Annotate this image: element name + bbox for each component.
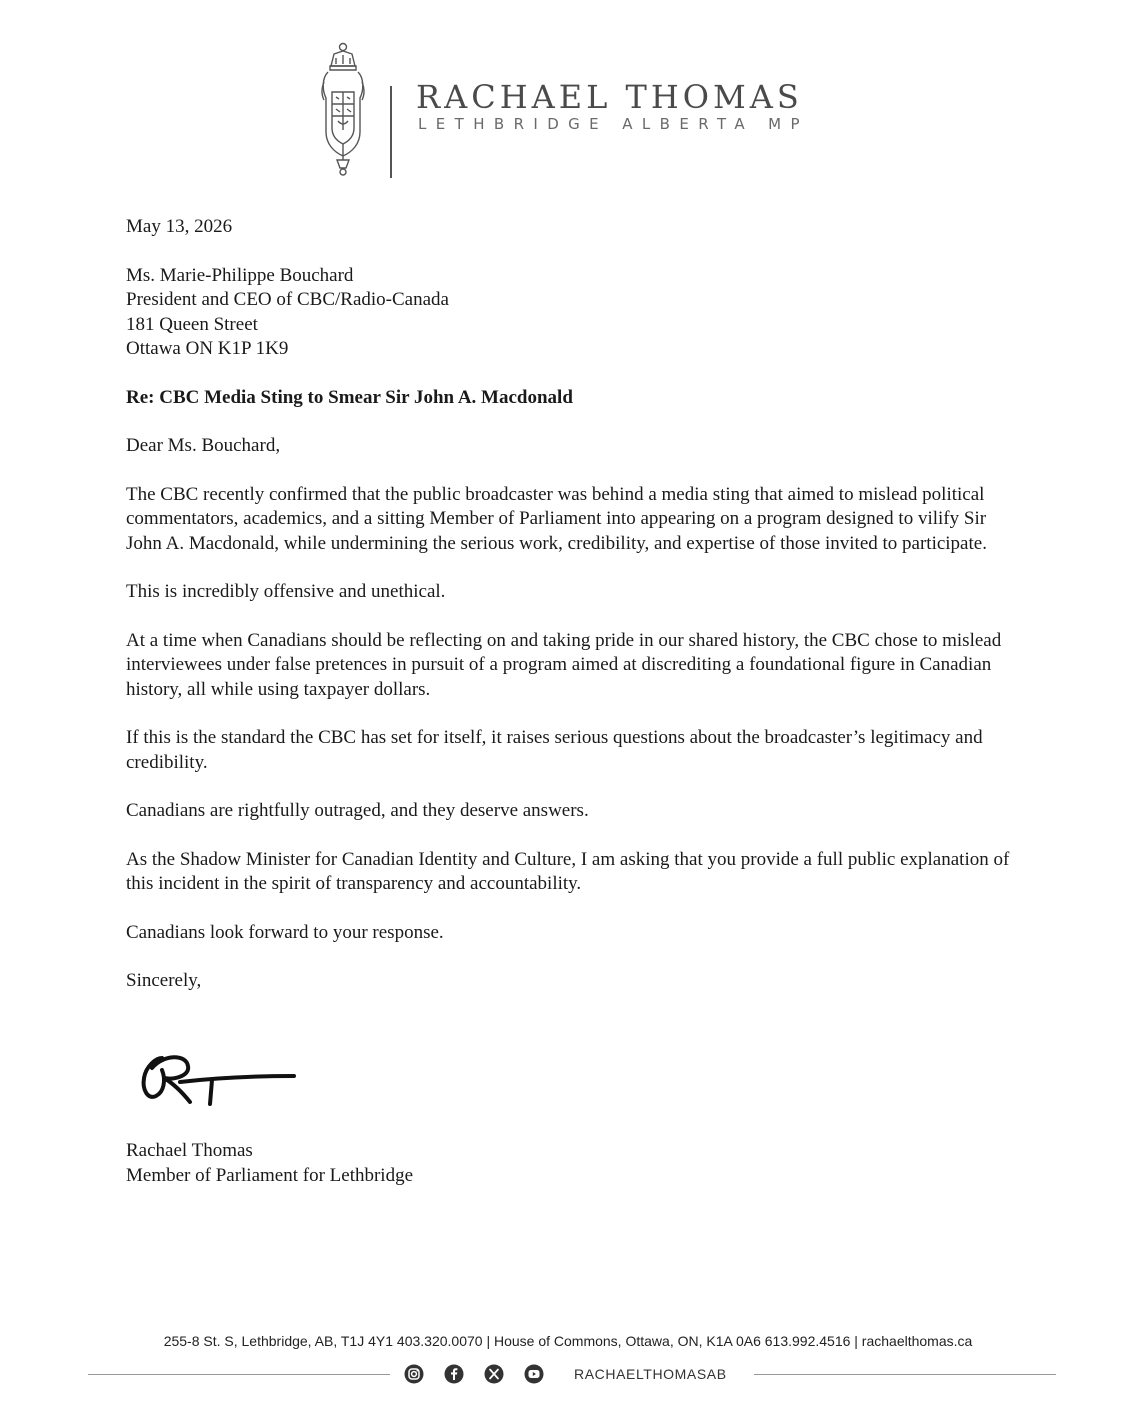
recipient-street: 181 Queen Street	[126, 313, 258, 335]
crest-icon	[318, 42, 368, 176]
signatory-title: Member of Parliament for Lethbridge	[126, 1164, 414, 1186]
signature-icon	[134, 1046, 304, 1110]
signatory-block	[126, 1139, 413, 1188]
salutation: Dear Ms. Bouchard,	[126, 435, 281, 456]
facebook-icon[interactable]	[444, 1364, 464, 1384]
paragraph: If this is the standard the CBC has set for itself, it raises serious questions about the broadcaster’s legitimacy and credibility.	[126, 727, 983, 773]
social-handle[interactable]: RACHAELTHOMASAB	[574, 1366, 727, 1382]
paragraph: Canadians are rightfully outraged, and they deserve answers.	[126, 800, 589, 821]
paragraph: Canadians look forward to your response.	[126, 921, 444, 943]
closing: Sincerely,	[126, 970, 202, 991]
footer-divider-right	[754, 1374, 1056, 1375]
signatory-name: Rachael Thomas	[126, 1140, 253, 1161]
footer-contact: 255-8 St. S, Lethbridge, AB, T1J 4Y1 403.320.0070 | House of Commons, Ottawa, ON, K1A 0A6 613.992.4516 | rachaelthomas.ca	[163, 1333, 973, 1349]
x-icon[interactable]	[484, 1364, 504, 1384]
paragraph: As the Shadow Minister for Canadian Identity and Culture, I am asking that you provide a full public explanation of this incident in the spirit of transparency and accountability.	[126, 848, 1010, 894]
subject-line: Re: CBC Media Sting to Smear Sir John A. Macdonald	[126, 386, 573, 408]
footer-divider-left	[88, 1374, 390, 1375]
paragraph: At a time when Canadians should be reflecting on and taking pride in our shared history, the CBC chose to mislead interviewees under false pretences in pursuit of a program aimed at discrediting a foundational figure in Canadian history, all while using taxpayer dollars.	[126, 629, 1002, 700]
letterhead-name: RACHAEL THOMAS	[416, 78, 803, 116]
social-links	[404, 1362, 727, 1386]
instagram-icon[interactable]	[404, 1364, 424, 1384]
recipient-address	[126, 264, 1026, 362]
youtube-icon[interactable]	[524, 1364, 544, 1384]
recipient-name: Ms. Marie-Philippe Bouchard	[126, 264, 354, 286]
letter-body	[126, 215, 1026, 1018]
letterhead-divider	[390, 86, 392, 178]
letterhead	[318, 42, 838, 182]
recipient-title: President and CEO of CBC/Radio-Canada	[126, 289, 449, 310]
letter-date: May 13, 2026	[126, 216, 233, 237]
paragraph: This is incredibly offensive and unethical.	[126, 581, 446, 602]
paragraph: The CBC recently confirmed that the public broadcaster was behind a media sting that aimed to mislead political commentators, academics, and a sitting Member of Parliament into appearing on a program designed to vilify Sir John A. Macdonald, while undermining the serious work, credibility, and expertise of those invited to participate.	[126, 483, 987, 554]
letterhead-subtitle: LETHBRIDGE ALBERTA MP	[418, 115, 809, 133]
recipient-city: Ottawa ON K1P 1K9	[126, 338, 289, 359]
